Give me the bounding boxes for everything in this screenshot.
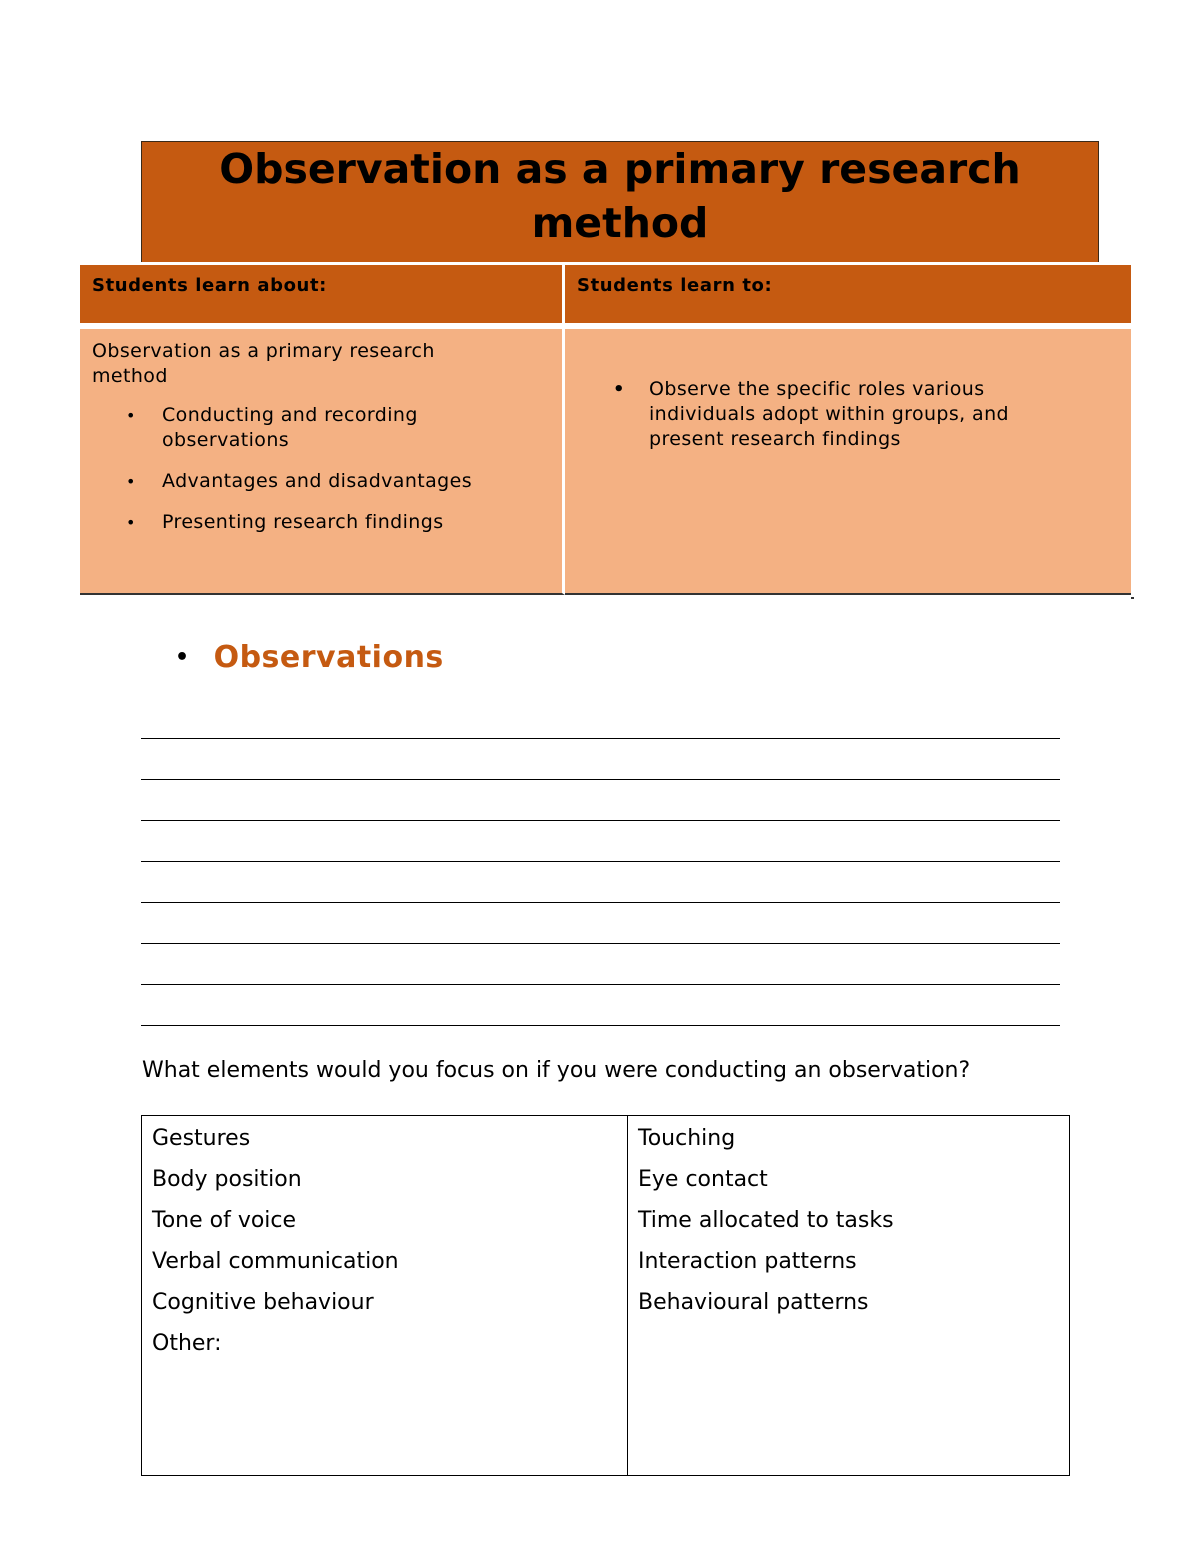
- element-item: Behavioural patterns: [638, 1290, 869, 1315]
- element-item: Time allocated to tasks: [638, 1208, 894, 1233]
- list-item: • Conducting and recording observations: [162, 403, 462, 453]
- students-learn-about-header: Students learn about:: [80, 265, 565, 323]
- element-item: Eye contact: [638, 1167, 768, 1192]
- list-item: • Presenting research findings: [162, 510, 550, 535]
- learn-to-list: [577, 377, 1119, 452]
- title-line-2: method: [531, 199, 709, 247]
- writing-line[interactable]: [141, 738, 1060, 779]
- writing-line[interactable]: [141, 861, 1060, 902]
- observations-heading-text: Observations: [213, 640, 444, 675]
- observation-elements-table: [141, 1115, 1070, 1476]
- element-item: Cognitive behaviour: [152, 1290, 374, 1315]
- students-learn-to-header: Students learn to:: [565, 265, 1131, 323]
- table-edge-mark: [1131, 597, 1134, 599]
- writing-lines[interactable]: [141, 738, 1060, 1066]
- bullet-dot: •: [175, 645, 190, 670]
- learning-outcomes-table: [80, 265, 1131, 595]
- learn-about-intro: Observation as a primary research method: [92, 340, 435, 387]
- element-item: Gestures: [152, 1126, 251, 1151]
- writing-line[interactable]: [141, 820, 1060, 861]
- elements-left-column: [142, 1116, 628, 1476]
- writing-line[interactable]: [141, 902, 1060, 943]
- writing-line[interactable]: [141, 984, 1060, 1025]
- element-item: Tone of voice: [152, 1208, 297, 1233]
- list-item: • Observe the specific roles various individuals adopt within groups, and present research findings: [649, 377, 1049, 452]
- element-item: Touching: [638, 1126, 736, 1151]
- writing-line[interactable]: [141, 943, 1060, 984]
- writing-line[interactable]: [141, 779, 1060, 820]
- element-item: Verbal communication: [152, 1249, 399, 1274]
- list-item: • Advantages and disadvantages: [162, 469, 550, 494]
- learn-about-list: [92, 403, 550, 535]
- element-item-other[interactable]: Other:: [152, 1331, 222, 1356]
- learn-to-cell: [565, 323, 1131, 595]
- elements-right-column: [628, 1116, 1070, 1476]
- observations-heading: [175, 640, 444, 675]
- page-title: [141, 141, 1099, 262]
- learn-about-cell: [80, 323, 565, 595]
- title-line-1: Observation as a primary research: [219, 145, 1021, 193]
- focus-question: What elements would you focus on if you were conducting an observation?: [142, 1058, 971, 1083]
- element-item: Interaction patterns: [638, 1249, 857, 1274]
- element-item: Body position: [152, 1167, 302, 1192]
